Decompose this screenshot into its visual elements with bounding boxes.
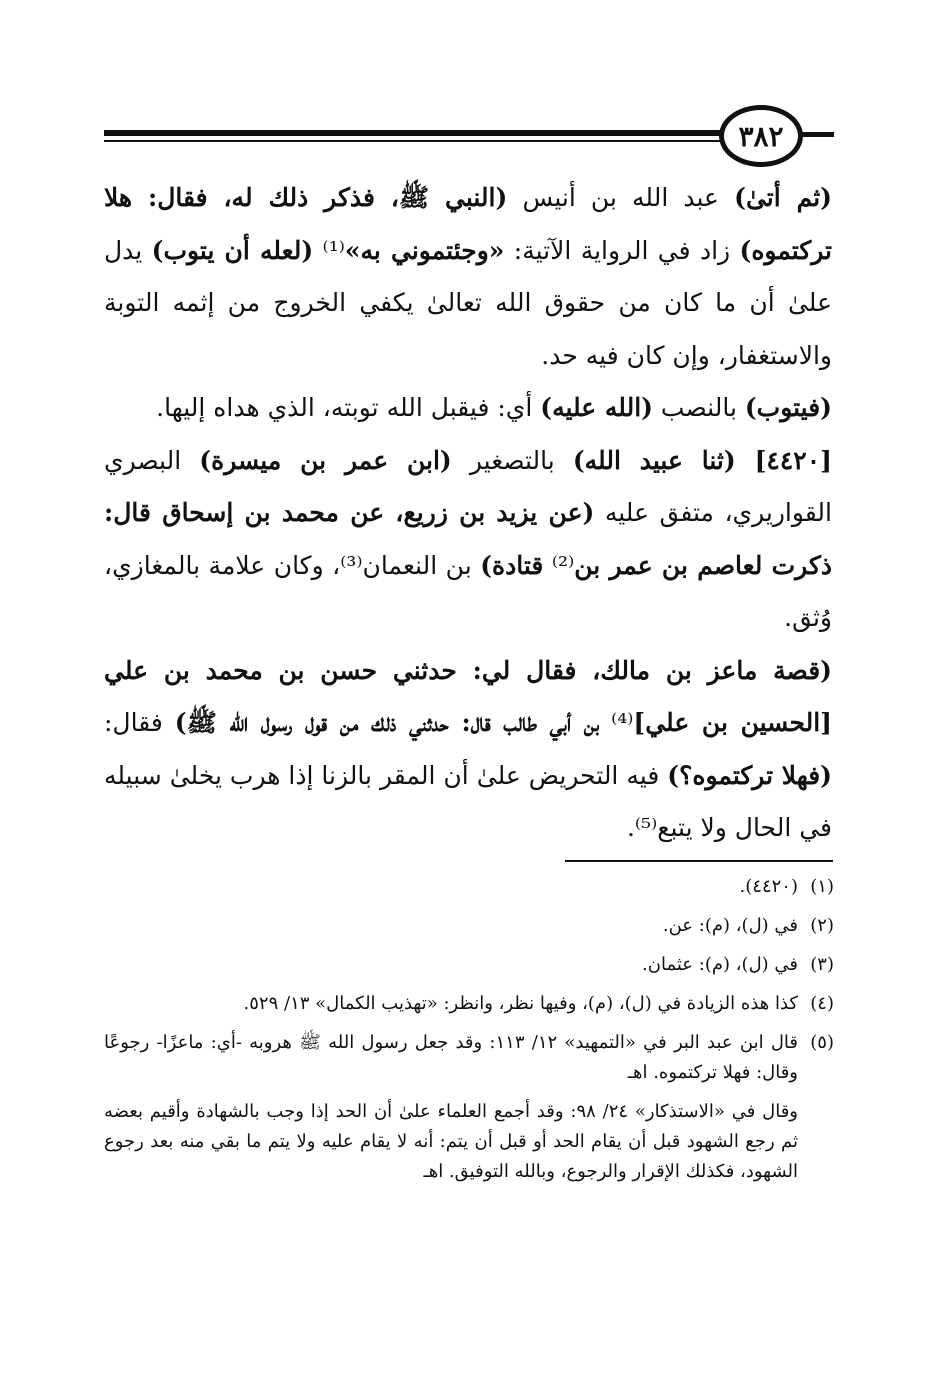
text-span: (النبي ﷺ، فذكر ذلك له، فقال: هلا تركتموه) — [104, 183, 832, 265]
text-span: (الله عليه) — [540, 393, 653, 422]
main-text — [104, 172, 832, 855]
text-span: بن أبي طالب قال: حدثني ذلك من قول رسول الله ﷺ) — [174, 708, 600, 737]
text-span: زاد في الرواية الآتية: — [504, 235, 740, 265]
footnote-number: (٣) — [810, 954, 834, 975]
footnote-text: في (ل)، (م): عثمان. — [642, 954, 798, 975]
footnote-ref: ⁽²⁾ — [543, 550, 575, 580]
text-span: بالنصب — [652, 393, 745, 422]
footnote-number: (٢) — [810, 915, 834, 936]
text-span: يدل علىٰ أن ما كان من حقوق الله تعالىٰ يكفي الخروج من إثمه التوبة والاستغفار، وإن كان فيه حد. — [104, 235, 832, 370]
text-span: بالتصغير — [451, 445, 573, 475]
page-header — [0, 0, 946, 170]
text-span: قتادة) — [480, 550, 544, 580]
footnote-ref: ⁽¹⁾ — [313, 235, 345, 265]
text-span: (عن يزيد بن زريع، عن محمد بن إسحاق قال: ذكرت لعاصم بن عمر بن — [104, 498, 832, 580]
footnote-1 — [104, 872, 834, 902]
text-span: (ابن عمر بن ميسرة) — [199, 445, 452, 475]
footnote-text: كذا هذه الزيادة في (ل)، (م)، وفيها نظر، وانظر: «تهذيب الكمال» ١٣/ ٥٢٩. — [243, 993, 798, 1014]
paragraph-3 — [104, 435, 832, 645]
text-span: فقال: — [104, 708, 175, 737]
paragraph-4 — [104, 645, 832, 855]
footnote-text: في (ل)، (م): عن. — [662, 915, 798, 936]
footnote-2 — [104, 911, 834, 941]
footnote-text: قال ابن عبد البر في «التمهيد» ١٢/ ١١٣: وقد جعل رسول الله ﷺ هروبه -أي: ماعزًا- رجوعًا وقال: فهلا تركتموه. اهـ — [104, 1032, 798, 1083]
text-span: [٤٤٢٠] (ثنا عبيد الله) — [572, 445, 832, 475]
footnote-5 — [104, 1028, 834, 1088]
paragraph-2 — [104, 382, 832, 435]
footnote-3 — [104, 950, 834, 980]
text-span: «وجئتموني به» — [344, 235, 505, 265]
text-span: (ثم أتىٰ) — [734, 183, 832, 212]
page-number: ٣٨٢ — [719, 105, 803, 167]
text-span: البصري القواريري، متفق عليه — [104, 445, 832, 527]
paragraph-1 — [104, 172, 832, 382]
footnote-text: (٤٤٢٠). — [739, 876, 798, 897]
footnote-number: (٤) — [810, 993, 834, 1014]
footnote-ref: ⁽⁴⁾ — [599, 708, 634, 737]
text-span: (فهلا تركتموه؟) — [667, 760, 832, 790]
footnote-number: (١) — [810, 876, 834, 897]
header-rule-right — [800, 132, 834, 137]
text-span: (فيتوب) — [744, 393, 832, 422]
text-span: بن النعمان⁽³⁾، وكان علامة بالمغازي، وُثق. — [104, 550, 832, 632]
header-rule-thick — [104, 130, 724, 136]
text-span: فيه التحريض علىٰ أن المقر بالزنا إذا هرب يخلىٰ سبيله في الحال ولا يتبع⁽⁵⁾. — [104, 760, 832, 842]
text-span: (لعله أن يتوب) — [151, 235, 314, 265]
footnote-divider — [565, 860, 833, 862]
header-rule-thin — [104, 140, 724, 142]
footnote-number: (٥) — [810, 1032, 834, 1053]
footnotes — [104, 872, 834, 1187]
text-span: (قصة ماعز بن مالك، فقال لي: حدثني حسن بن محمد بن علي [الحسين بن علي] — [104, 655, 833, 737]
footnote-4 — [104, 989, 834, 1019]
text-span: عبد الله بن أنيس — [507, 183, 735, 212]
footnote-5-continuation: وقال في «الاستذكار» ٢٤/ ٩٨: وقد أجمع العلماء علىٰ أن الحد إذا وجب بالشهادة وأقيم بعضه ثم رجع الشهود قبل أن يقام الحد أو قبل أن يتم: أنه لا يقام عليه ولا يتم ما بقي منه بعد رجوع الشهود، فكذلك الإقرار والرجوع، وبالله التوفيق. اهـ — [104, 1101, 798, 1182]
text-span: أي: فيقبل الله توبته، الذي هداه إليها. — [156, 393, 541, 422]
